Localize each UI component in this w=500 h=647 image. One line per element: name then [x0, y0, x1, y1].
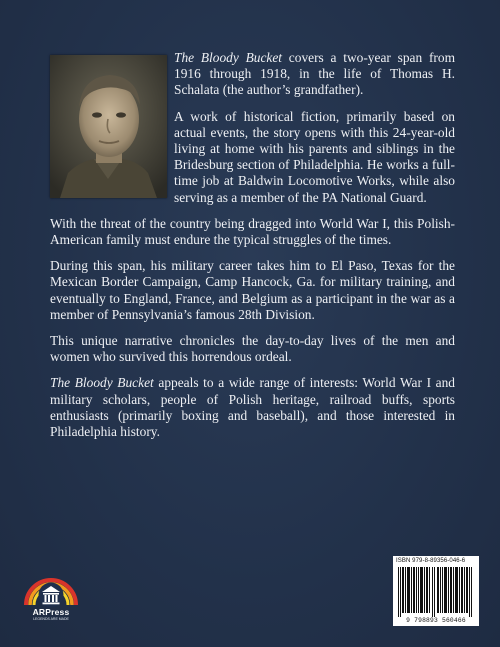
book-title-italic: The Bloody Bucket: [174, 50, 283, 65]
blurb-paragraph-6: The Bloody Bucket appeals to a wide range of interests: World War I and military scholars, people of Polish heritage, railroad buffs, sports enthusiasts (primarily boxing and baseball), and those interested in Philadelphia history.: [50, 375, 456, 440]
blurb-paragraph-1: The Bloody Bucket covers a two-year span from 1916 through 1918, in the life of Thomas H. Schalata (the author’s grandfather).: [174, 50, 455, 98]
barcode-digits: 9 798893 560466: [406, 617, 466, 624]
barcode-bars: [397, 567, 475, 617]
back-cover-blurb: [50, 50, 455, 450]
publisher-tagline: LEGENDS ARE MADE: [33, 617, 69, 621]
blurb-paragraph-5: This unique narrative chronicles the day-to-day lives of the men and women who survived this horrendous ordeal.: [50, 333, 455, 365]
book-title-italic: The Bloody Bucket: [50, 375, 154, 391]
blurb-paragraph-3: With the threat of the country being dragged into World War I, this Polish-American family must endure the typical struggles of the times.: [50, 215, 455, 248]
photo-spacer: [50, 50, 174, 200]
publisher-logo: [20, 565, 82, 627]
isbn-label: ISBN 979-8-89356-046-6: [396, 558, 466, 564]
isbn-barcode: [393, 556, 479, 626]
blurb-paragraph-2: A work of historical fiction, primarily based on actual events, the story opens with this 24-year-old living at home with his parents and siblings in the Bridesburg section of Philadelphia. He works a full-time job at Baldwin Locomotive Works, while also serving as a member of the PA National Guard.: [174, 108, 455, 205]
blurb-paragraph-4: During this span, his military career takes him to El Paso, Texas for the Mexican Border Campaign, Camp Hancock, Ga. for military training, and eventually to England, France, and Belgium as a participant in the war as a member of Pennsylvania’s famous 28th Division.: [50, 258, 455, 322]
publisher-name: ARPress: [32, 607, 70, 617]
